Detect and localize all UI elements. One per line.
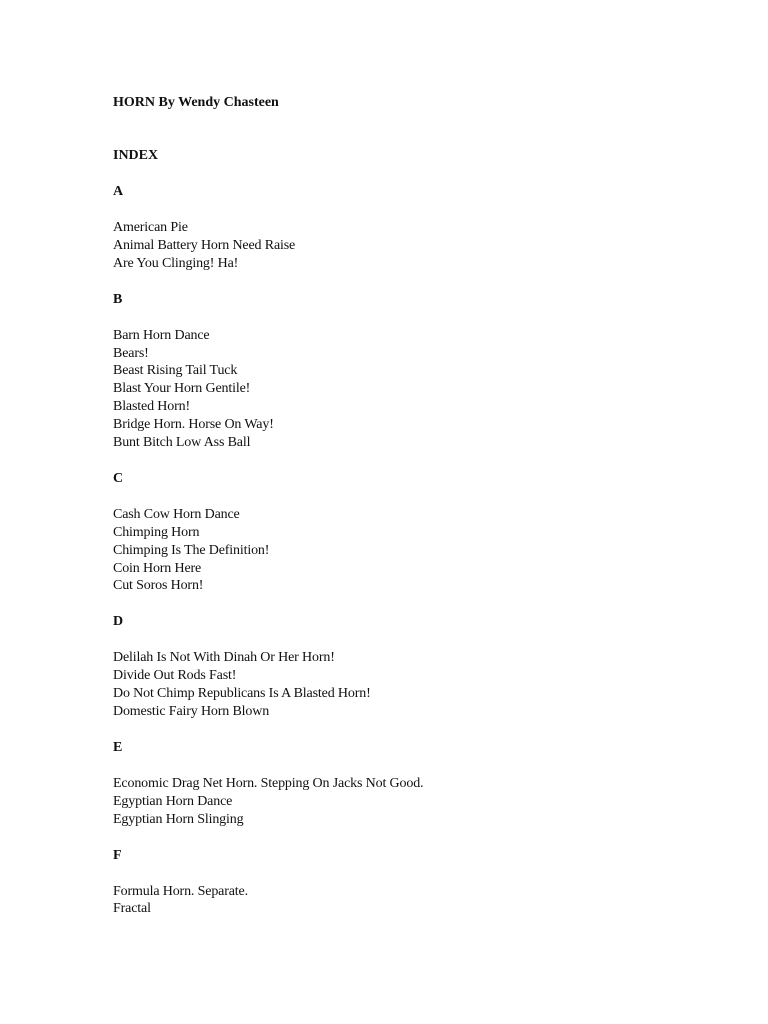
index-section xyxy=(113,739,713,829)
index-entry: Blast Your Horn Gentile! xyxy=(113,381,251,397)
section-letter: B xyxy=(113,291,123,307)
index-section xyxy=(113,470,713,595)
index-section xyxy=(113,613,713,721)
entry-list xyxy=(113,506,713,595)
index-entry: Bears! xyxy=(113,345,149,361)
index-entry: Bridge Horn. Horse On Way! xyxy=(113,417,274,433)
entry-list xyxy=(113,775,713,829)
index-section xyxy=(113,291,713,452)
index-entry: Beast Rising Tail Tuck xyxy=(113,363,238,379)
section-letter: C xyxy=(113,470,124,486)
section-letter: D xyxy=(113,614,124,630)
index-section xyxy=(113,847,713,919)
entry-list xyxy=(113,649,713,721)
index-entry: Cash Cow Horn Dance xyxy=(113,506,240,522)
entry-list xyxy=(113,883,713,919)
index-entry: Blasted Horn! xyxy=(113,399,190,415)
index-entry: Bunt Bitch Low Ass Ball xyxy=(113,435,251,451)
index-section xyxy=(113,183,713,273)
index-entry: Do Not Chimp Republicans Is A Blasted Horn! xyxy=(113,686,371,702)
entry-list xyxy=(113,219,713,273)
index-entry: Chimping Is The Definition! xyxy=(113,542,270,558)
index-heading: INDEX xyxy=(113,148,159,163)
index-entry: Cut Soros Horn! xyxy=(113,578,204,594)
section-letter: F xyxy=(113,847,122,863)
index-entry: Barn Horn Dance xyxy=(113,327,210,343)
index-entry: American Pie xyxy=(113,220,188,235)
index-entry: Economic Drag Net Horn. Stepping On Jacks Not Good. xyxy=(113,775,424,791)
index-entry: Egyptian Horn Slinging xyxy=(113,811,244,827)
index-entry: Chimping Horn xyxy=(113,524,200,540)
entry-list xyxy=(113,327,713,452)
index-sections xyxy=(113,183,713,918)
section-letter: E xyxy=(113,739,123,755)
section-letter: A xyxy=(113,184,124,199)
index-entry: Divide Out Rods Fast! xyxy=(113,668,237,684)
document-page xyxy=(113,94,713,936)
index-entry: Animal Battery Horn Need Raise xyxy=(113,237,296,253)
index-entry: Are You Clinging! Ha! xyxy=(113,255,239,271)
index-entry: Coin Horn Here xyxy=(113,560,202,576)
index-entry: Delilah Is Not With Dinah Or Her Horn! xyxy=(113,650,335,666)
index-entry: Domestic Fairy Horn Blown xyxy=(113,704,270,720)
index-entry: Fractal xyxy=(113,901,151,917)
document-title: HORN By Wendy Chasteen xyxy=(113,95,279,110)
index-entry: Egyptian Horn Dance xyxy=(113,793,233,809)
index-entry: Formula Horn. Separate. xyxy=(113,883,248,899)
